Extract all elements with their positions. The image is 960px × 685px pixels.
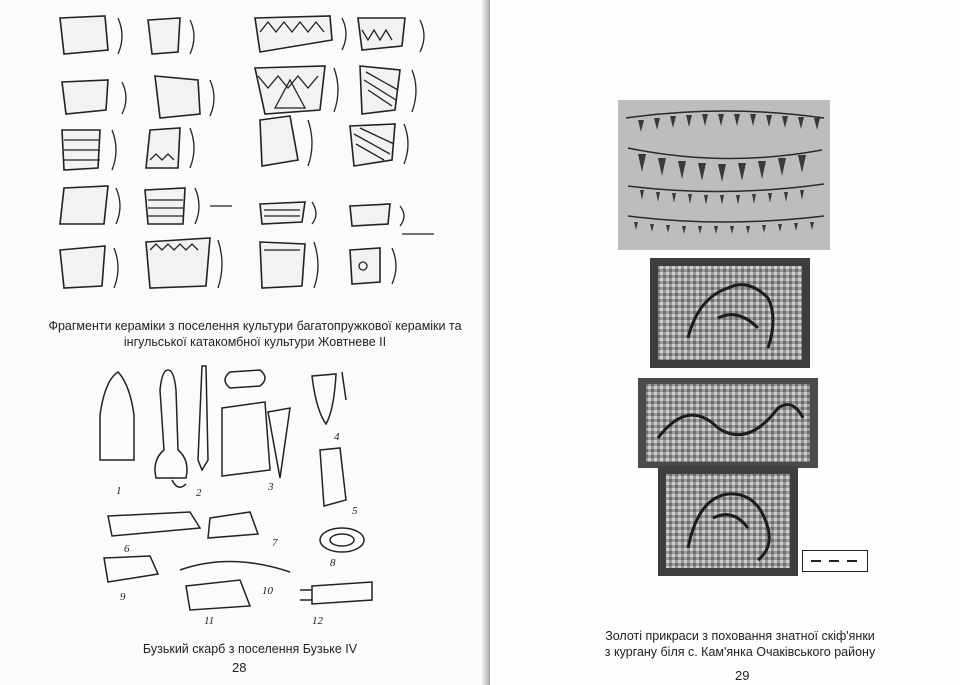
hoard-item-label: 5 <box>352 505 358 517</box>
hoard-item-label: 11 <box>204 615 215 627</box>
caption-gold-line1: Золоті прикраси з поховання знатної скіф'янки <box>605 629 875 643</box>
caption-hoard: Бузький скарб з поселення Бузьке IV <box>142 642 358 656</box>
hoard-item-label: 10 <box>262 585 273 597</box>
scythian-gold-jewelry-photo <box>618 98 838 578</box>
hoard-item-label: 12 <box>312 615 323 627</box>
hoard-item-label: 2 <box>196 487 202 499</box>
hoard-item-label: 3 <box>268 481 274 493</box>
hoard-item-label: 9 <box>120 591 126 603</box>
caption-gold-line2: з кургану біля с. Кам'янка Очаківського району <box>604 645 876 659</box>
caption-ceramics: Фрагменти кераміки з поселення культури багатопружкової кераміки та інгульської катакомбної культури Жовтневе II <box>48 319 462 349</box>
scale-bar <box>802 550 868 572</box>
hoard-item-label: 1 <box>116 485 122 497</box>
buzke-hoard-figure <box>90 360 410 630</box>
hoard-item-label: 4 <box>334 431 340 443</box>
page-number-left: 28 <box>232 660 247 675</box>
hoard-item-label: 7 <box>272 537 278 549</box>
caption-gold-jewelry <box>590 628 890 660</box>
page-number-right: 29 <box>735 668 750 683</box>
ceramics-fragments-figure <box>50 10 450 300</box>
hoard-item-label: 6 <box>124 543 130 555</box>
hoard-item-label: 8 <box>330 557 336 569</box>
